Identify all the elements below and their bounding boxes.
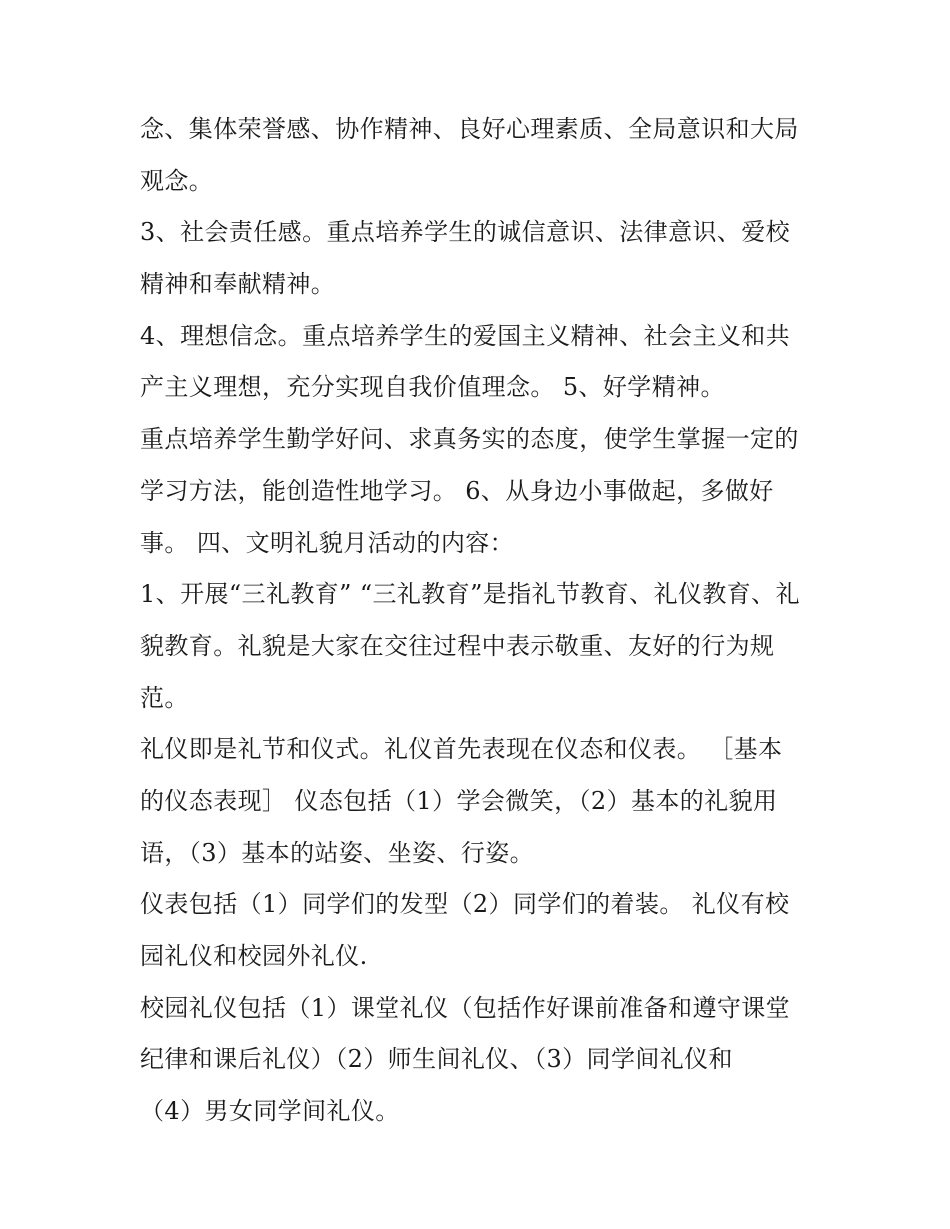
- text-line: 4、理想信念。重点培养学生的爱国主义精神、社会主义和共: [140, 321, 791, 350]
- text-line: 事。 四、文明礼貌月活动的内容：: [140, 528, 515, 557]
- text-line: 仪表包括（1）同学们的发型（2）同学们的着装。 礼仪有校: [140, 890, 790, 919]
- text-line: 礼仪即是礼节和仪式。礼仪首先表现在仪态和仪表。 ［基本: [140, 735, 783, 764]
- text-line: 学习方法，能创造性地学习。 6、从身边小事做起，多做好: [140, 476, 774, 505]
- text-line: 1、开展“三礼教育” “三礼教育”是指礼节教育、礼仪教育、礼: [140, 580, 800, 609]
- text-line: 纪律和课后礼仪）（2）师生间礼仪、（3）同学间礼仪和: [140, 1045, 733, 1074]
- text-line: （4）男女同学间礼仪。: [140, 1097, 400, 1126]
- text-line: 范。: [140, 683, 189, 712]
- text-line: 产主义理想，充分实现自我价值理念。 5、好学精神。: [140, 373, 725, 402]
- text-line: 精神和奉献精神。: [140, 270, 336, 299]
- text-line: 念、集体荣誉感、协作精神、良好心理素质、全局意识和大局: [140, 115, 799, 143]
- document-body: [140, 104, 840, 1138]
- text-line: 重点培养学生勤学好问、求真务实的态度，使学生掌握一定的: [140, 425, 799, 454]
- text-line: 的仪态表现］ 仪态包括（1）学会微笑，（2）基本的礼貌用: [140, 786, 778, 815]
- text-line: 园礼仪和校园外礼仪.: [140, 942, 368, 970]
- text-line: 语，（3）基本的站姿、坐姿、行姿。: [140, 838, 535, 867]
- text-line: 观念。: [140, 166, 214, 195]
- text-line: 貌教育。礼貌是大家在交往过程中表示敬重、友好的行为规: [140, 631, 775, 660]
- text-line: 校园礼仪包括（1）课堂礼仪（包括作好课前准备和遵守课堂: [140, 993, 791, 1022]
- text-line: 3、社会责任感。重点培养学生的诚信意识、法律意识、爱校: [140, 218, 791, 247]
